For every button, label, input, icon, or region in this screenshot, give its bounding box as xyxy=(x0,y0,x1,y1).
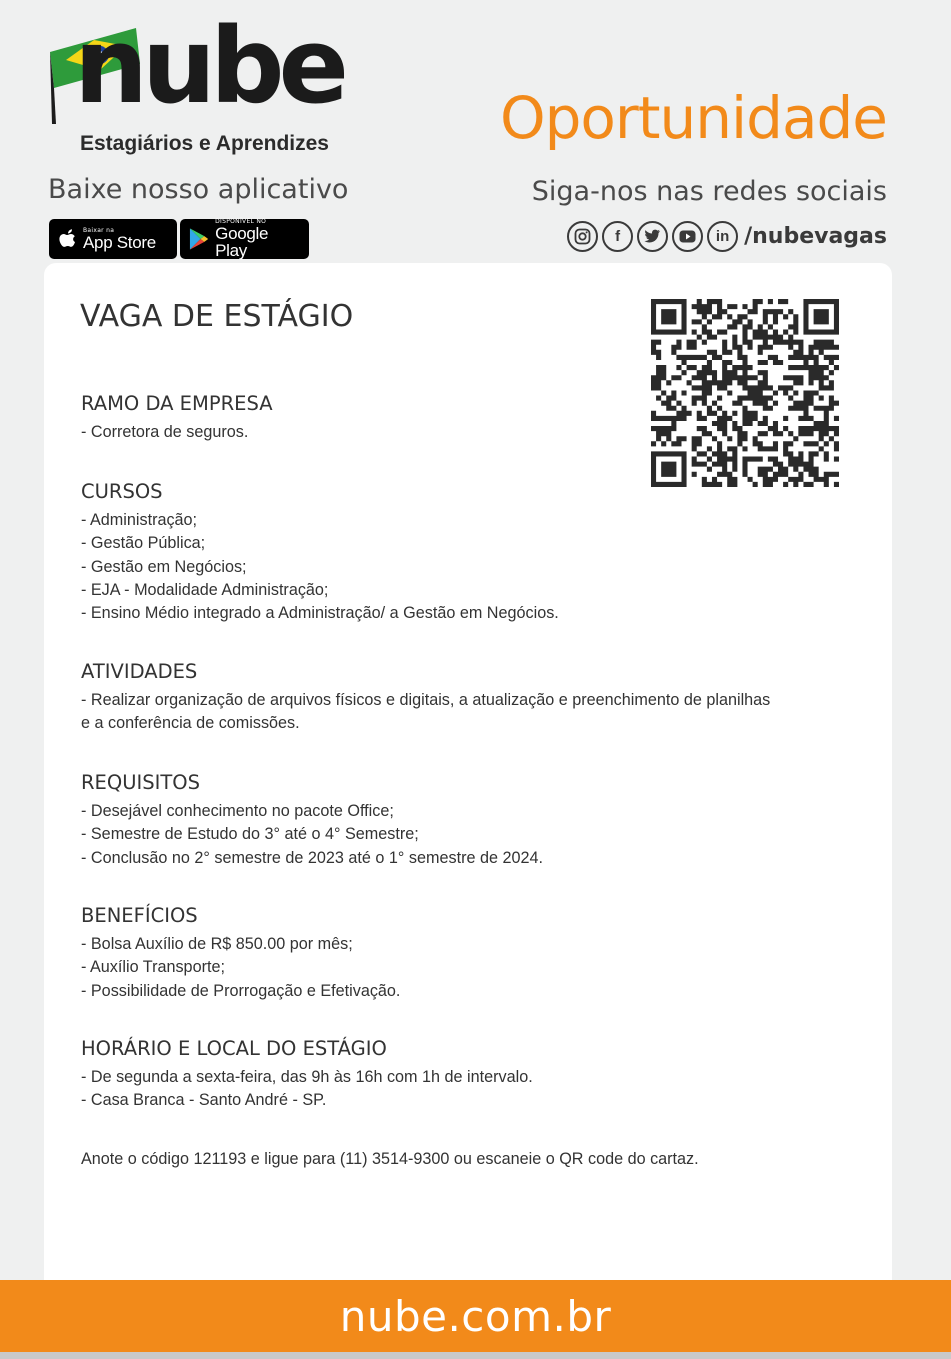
section-ramo xyxy=(81,391,273,444)
section-atividades xyxy=(81,659,770,736)
footer-bar xyxy=(0,1280,951,1352)
section-line: - Conclusão no 2° semestre de 2023 até o 1° semestre de 2024. xyxy=(81,848,543,867)
page-headline: Oportunidade xyxy=(499,84,887,152)
google-play-badge[interactable] xyxy=(180,219,309,259)
facebook-icon[interactable]: f xyxy=(602,221,633,252)
section-line: - EJA - Modalidade Administração; xyxy=(81,580,329,599)
app-store-label: App Store xyxy=(83,232,156,252)
social-links xyxy=(567,221,887,252)
nube-logo xyxy=(44,5,354,162)
twitter-icon[interactable] xyxy=(637,221,668,252)
section-line: - Semestre de Estudo do 3° até o 4° Semestre; xyxy=(81,825,419,844)
section-line: - Possibilidade de Prorrogação e Efetivação. xyxy=(81,981,401,1000)
section-heading: CURSOS xyxy=(81,480,163,503)
section-line: - Gestão em Negócios; xyxy=(81,557,247,576)
section-line: e a conferência de comissões. xyxy=(81,714,300,733)
section-line: - Administração; xyxy=(81,511,198,529)
google-play-icon xyxy=(188,227,209,251)
section-line: - Auxílio Transporte; xyxy=(81,958,225,977)
instagram-icon[interactable] xyxy=(567,221,598,252)
section-beneficios xyxy=(81,903,400,1003)
section-line: - Casa Branca - Santo André - SP. xyxy=(81,1091,327,1110)
logo-wordmark: nube xyxy=(74,5,344,127)
website-link[interactable]: nube.com.br xyxy=(339,1291,612,1341)
section-heading: HORÁRIO E LOCAL DO ESTÁGIO xyxy=(81,1037,387,1060)
section-line: - Desejável conhecimento no pacote Office; xyxy=(81,802,394,820)
apple-icon xyxy=(57,228,77,250)
section-line: - Realizar organização de arquivos físicos e digitais, a atualização e preenchimento de planilhas xyxy=(81,691,771,709)
contact-note: Anote o código 121193 e ligue para (11) 3514-9300 ou escaneie o QR code do cartaz. xyxy=(81,1150,699,1168)
section-heading: BENEFÍCIOS xyxy=(81,904,198,927)
youtube-icon[interactable] xyxy=(672,221,703,252)
job-card xyxy=(44,263,892,1293)
app-store-small-text: Baixar na xyxy=(83,226,115,234)
section-line: - Ensino Médio integrado a Administração/ a Gestão em Negócios. xyxy=(81,604,559,623)
app-store-badge[interactable] xyxy=(49,219,177,259)
section-requisitos xyxy=(81,770,543,870)
section-heading: RAMO DA EMPRESA xyxy=(81,392,273,415)
section-heading: REQUISITOS xyxy=(81,771,201,794)
google-play-small-text: DISPONÍVEL NO xyxy=(215,218,267,225)
bottom-divider xyxy=(0,1352,951,1359)
section-cursos xyxy=(81,479,559,625)
job-title: VAGA DE ESTÁGIO xyxy=(80,299,354,334)
section-heading: ATIVIDADES xyxy=(81,660,198,683)
social-handle[interactable]: /nubevagas xyxy=(744,224,887,249)
qr-code-icon[interactable] xyxy=(651,299,839,487)
linkedin-icon[interactable]: in xyxy=(707,221,738,252)
section-line: - De segunda a sexta-feira, das 9h às 16h com 1h de intervalo. xyxy=(81,1068,533,1086)
section-line: - Gestão Pública; xyxy=(81,534,206,553)
social-prompt: Siga-nos nas redes sociais xyxy=(531,176,887,207)
app-download-prompt: Baixe nosso aplicativo xyxy=(48,174,349,205)
google-play-label: Google Play xyxy=(215,224,269,260)
section-horario-local xyxy=(81,1036,533,1113)
section-line: - Corretora de seguros. xyxy=(81,423,249,441)
section-line: - Bolsa Auxílio de R$ 850.00 por mês; xyxy=(81,935,353,953)
logo-tagline: Estagiários e Aprendizes xyxy=(80,132,329,155)
